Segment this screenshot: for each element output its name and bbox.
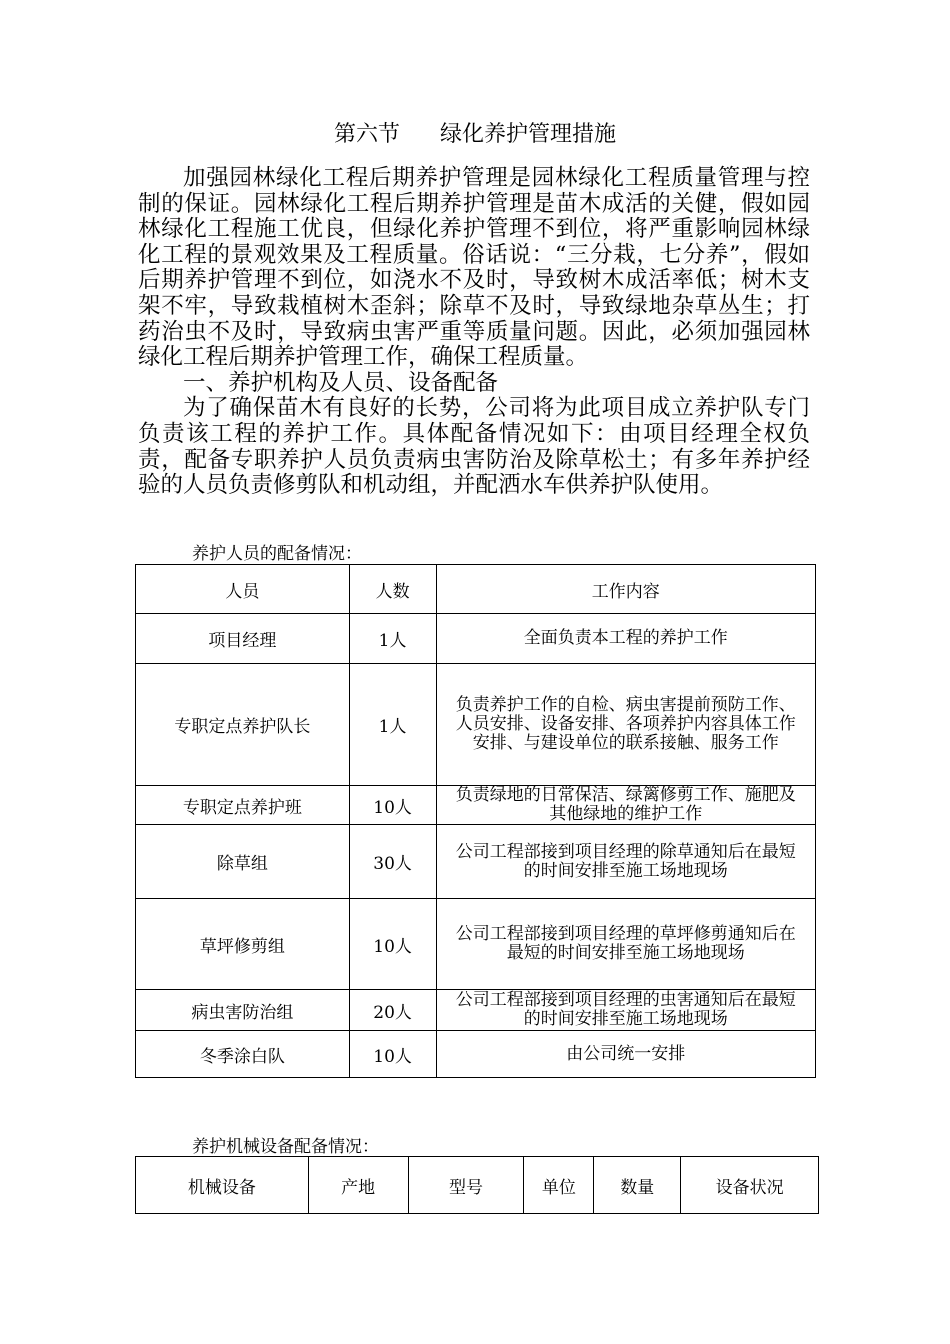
header-cell: 产地: [308, 1157, 408, 1214]
role-cell: 项目经理: [136, 614, 350, 664]
duty-cell: 公司工程部接到项目经理的草坪修剪通知后在最短的时间安排至施工场地现场: [436, 899, 815, 990]
table-header-row: [136, 1157, 819, 1214]
duty-cell: 负责绿地的日常保洁、绿篱修剪工作、施肥及其他绿地的维护工作: [436, 786, 815, 825]
count-cell: 30人: [349, 825, 436, 899]
header-cell: 机械设备: [136, 1157, 309, 1214]
equipment-table-caption: 养护机械设备配备情况：: [192, 1137, 379, 1157]
table-row: [136, 664, 816, 786]
staff-table: [135, 564, 816, 1078]
header-cell: 数量: [594, 1157, 681, 1214]
count-cell: 1人: [349, 664, 436, 786]
staff-table-caption: 养护人员的配备情况：: [192, 544, 362, 564]
header-cell: 工作内容: [436, 565, 815, 614]
body-text: [138, 166, 810, 499]
duty-cell: 公司工程部接到项目经理的除草通知后在最短的时间安排至施工场地现场: [436, 825, 815, 899]
paragraph-staffing: 为了确保苗木有良好的长势，公司将为此项目成立养护队专门负责该工程的养护工作。具体配备情况如下：由项目经理全权负责，配备专职养护人员负责病虫害防治及除草松土；有多年养护经验的人员负责修剪队和机动组，并配洒水车供养护队使用。: [138, 395, 810, 499]
duty-cell: 全面负责本工程的养护工作: [436, 614, 815, 664]
paragraph-intro: 加强园林绿化工程后期养护管理是园林绿化工程质量管理与控制的保证。园林绿化工程后期养护管理是苗木成活的关健，假如园林绿化工程施工优良，但绿化养护管理不到位，将严重影响园林绿化工程的景观效果及工程质量。俗话说：“三分栽，七分养”，假如后期养护管理不到位，如浇水不及时，导致树木成活率低；树木支架不牢，导致栽植树木歪斜；除草不及时，导致绿地杂草丛生；打药治虫不及时，导致病虫害严重等质量问题。因此，必须加强园林绿化工程后期养护管理工作，确保工程质量。: [138, 165, 810, 371]
section-number: 第六节: [333, 122, 400, 147]
table-row: [136, 825, 816, 899]
table-row: [136, 786, 816, 825]
table-row: [136, 614, 816, 664]
role-cell: 专职定点养护队长: [136, 664, 350, 786]
header-cell: 设备状况: [681, 1157, 819, 1214]
header-cell: 人员: [136, 565, 350, 614]
table-header-row: [136, 565, 816, 614]
count-cell: 10人: [349, 1031, 436, 1078]
count-cell: 10人: [349, 786, 436, 825]
role-cell: 草坪修剪组: [136, 899, 350, 990]
duty-cell: 公司工程部接到项目经理的虫害通知后在最短的时间安排至施工场地现场: [436, 990, 815, 1031]
role-cell: 冬季涂白队: [136, 1031, 350, 1078]
count-cell: 1人: [349, 614, 436, 664]
header-cell: 单位: [524, 1157, 594, 1214]
count-cell: 20人: [349, 990, 436, 1031]
duty-cell: 负责养护工作的自检、病虫害提前预防工作、人员安排、设备安排、各项养护内容具体工作安排、与建设单位的联系接触、服务工作: [436, 664, 815, 786]
equipment-table: [135, 1156, 819, 1214]
table-row: [136, 1031, 816, 1078]
count-cell: 10人: [349, 899, 436, 990]
subsection-heading: 一、养护机构及人员、设备配备: [183, 369, 499, 396]
header-cell: 型号: [408, 1157, 524, 1214]
table-row: [136, 990, 816, 1031]
section-title: [0, 118, 950, 152]
role-cell: 除草组: [136, 825, 350, 899]
role-cell: 病虫害防治组: [136, 990, 350, 1031]
section-heading: 绿化养护管理措施: [440, 122, 617, 147]
role-cell: 专职定点养护班: [136, 786, 350, 825]
header-cell: 人数: [349, 565, 436, 614]
table-row: [136, 899, 816, 990]
duty-cell: 由公司统一安排: [436, 1031, 815, 1078]
